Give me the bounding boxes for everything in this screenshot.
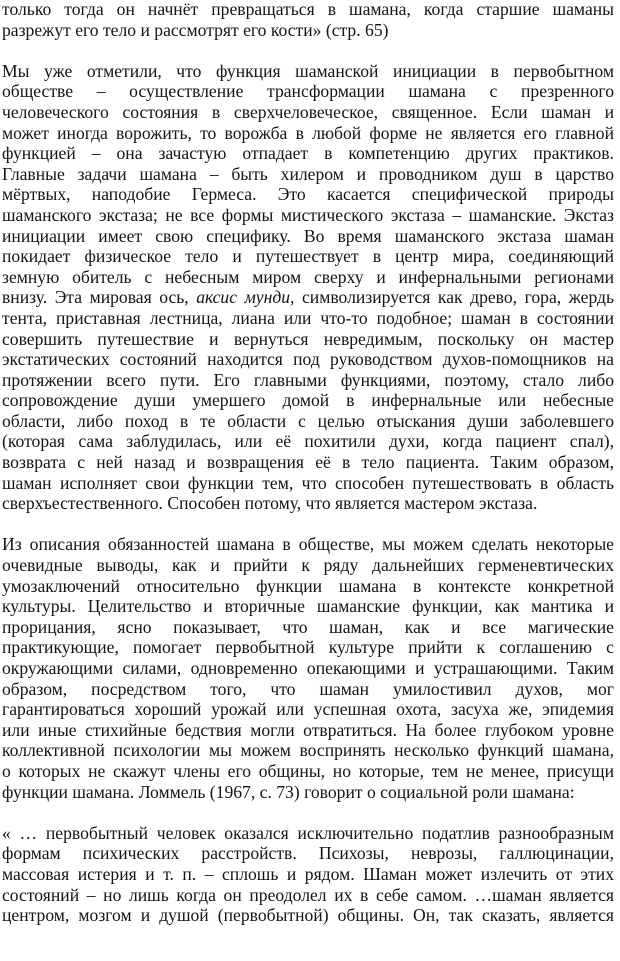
text-line: (которая сама заблудилась, или её похитили духи, когда пациент спал), xyxy=(2,431,614,452)
text-line: окружающими силами, одновременно опекающими и устрашающими. Таким xyxy=(2,658,614,678)
text-line: внизу. Эта мировая ось, аксис мунди, символизируется как древо, гора, жердь xyxy=(2,287,614,308)
text-line: протяжении всего пути. Его главными функциями, поэтому, стало либо xyxy=(2,369,614,390)
text-line: покидает физическое тело и путешествует в центр мира, соединяющий xyxy=(2,246,614,267)
text-line: только тогда он начнёт превращаться в шамана, когда старшие шаманы xyxy=(2,0,614,19)
text-line: функцией – она зачастую отпадает в компетенцию других практиков. xyxy=(2,143,614,164)
text-line: функции шамана. Ломмель (1967, с. 73) говорит о социальной роли шамана: xyxy=(2,781,575,802)
text-line: человеческого состояния в сверхчеловеческое, священное. Если шаман и xyxy=(2,101,614,122)
text-line: экстатических состояний находится под руководством духов-помощников на xyxy=(2,349,614,370)
text-line: гарантироваться хороший урожай или успешная охота, засуха же, эпидемия xyxy=(2,699,614,720)
text-line: земную обитель с небесным миром сверху и инфернальными регионами xyxy=(2,266,614,287)
text-line: шаманского экстаза; не все формы мистического экстаза – шаманские. Экстаз xyxy=(2,204,614,225)
text-line: « … первобытный человек оказался исключительно податлив разнообразным xyxy=(2,822,614,843)
text-line: совершить путешествие и вернуться невредимым, поскольку он мастер xyxy=(2,328,614,349)
text-line: инициации имеет свою специфику. Во время шаманского экстаза шаман xyxy=(2,225,614,246)
text-line: разрежут его тело и рассмотрят его кости» (стр. 65) xyxy=(2,19,389,40)
text-line: культуры. Целительство и вторичные шаманские функции, как мантика и xyxy=(2,596,614,617)
text-line: или иные стихийные бедствия могли отвратиться. На более глубоком уровне xyxy=(2,719,614,740)
text-line: очевидные выводы, как и прийти к ряду дальнейших герменевтических xyxy=(2,555,614,576)
text-line: коллективной психологии мы можем воспринять несколько функций шамана, xyxy=(2,740,614,761)
text-line: прорицания, ясно показывает, что шаман, как и все магические xyxy=(2,616,614,637)
text-line: Главные задачи шамана – быть хилером и проводником душ в царство xyxy=(2,163,614,184)
text-line: состояний – но лишь когда он преодолел их в себе самом. …шаман является xyxy=(2,884,614,905)
italic-term: аксис мунди xyxy=(196,287,291,308)
text-line: мёртвых, наподобие Гермеса. Это касается специфической природы xyxy=(2,184,614,205)
text-line: о которых не скажут члены его общины, но которые, тем не менее, присущи xyxy=(2,760,614,781)
text-line: области, либо поход в те области с целью отыскания души заболевшего xyxy=(2,410,614,431)
text-line: обществе – осуществление трансформации шамана с презренного xyxy=(2,81,614,102)
text-line: практикующие, помогает первобытной культуре прийти к соглашению с xyxy=(2,637,614,658)
paragraph xyxy=(2,534,614,802)
text-line: массовая истерия и т. п. – сплошь и рядом. Шаман может излечить от этих xyxy=(2,863,614,884)
paragraph xyxy=(2,61,614,514)
text-line: формам психических расстройств. Психозы, неврозы, галлюцинации, xyxy=(2,843,614,864)
text-line: сопровождение души умершего домой в инфернальные или небесные xyxy=(2,390,614,411)
text-line: образом, посредством того, что шаман умилостивил духов, мог xyxy=(2,678,614,699)
paragraph xyxy=(2,823,614,926)
text-line: Мы уже отметили, что функция шаманской инициации в первобытном xyxy=(2,60,614,81)
text-line: умозаключений относительно функции шамана в контексте конкретной xyxy=(2,575,614,596)
text-line: Из описания обязанностей шамана в обществе, мы можем сделать некоторые xyxy=(2,534,614,555)
text-line: возврата с ней назад и возвращения её в тело пациента. Таким образом, xyxy=(2,452,614,473)
paragraph xyxy=(2,0,614,40)
text-line: может иногда ворожить, то ворожба в любой форме не является его главной xyxy=(2,122,614,143)
text-line: сверхъестественного. Способен потому, что является мастером экстаза. xyxy=(2,493,538,514)
text-line: тента, приставная лестница, лиана или что-то подобное; шаман в состоянии xyxy=(2,307,614,328)
text-line: шаман исполняет свои функции тем, что способен путешествовать в область xyxy=(2,472,614,493)
text-line: центром, мозгом и душой (первобытной) общины. Он, так сказать, является xyxy=(2,905,614,926)
